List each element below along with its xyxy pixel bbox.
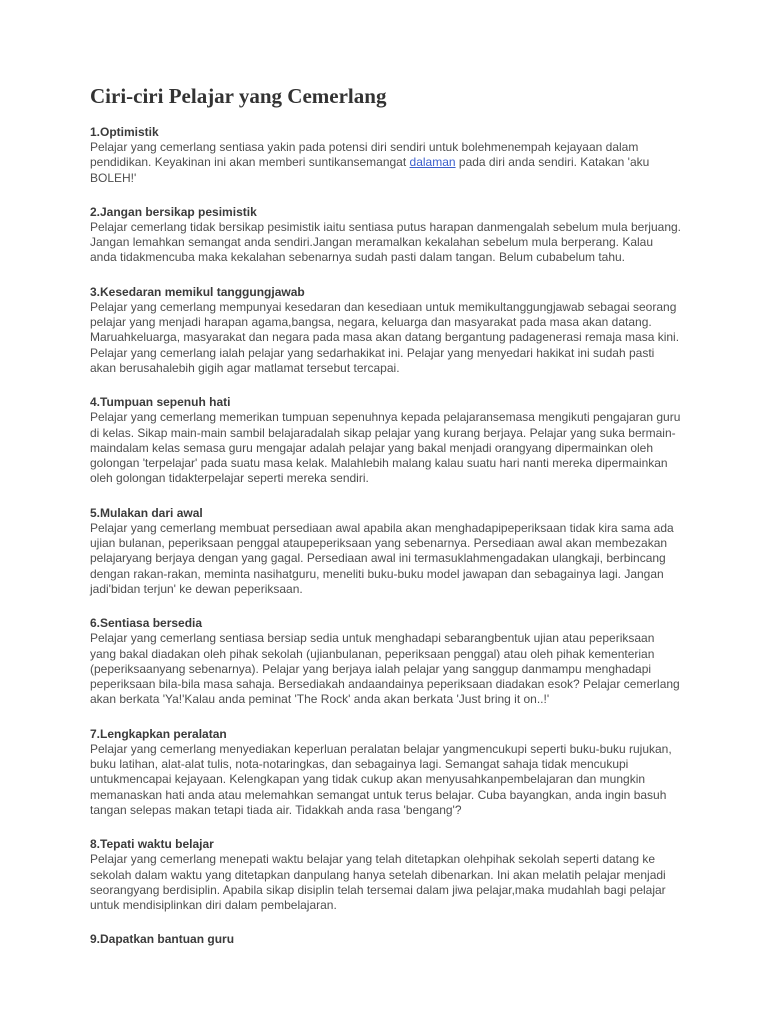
section-heading: 9.Dapatkan bantuan guru [90,932,235,947]
section-body: Pelajar yang cemerlang membuat persediaan awal apabila akan menghadapipeperiksaan tidak kira sama ada ujian bulanan, peperiksaan penggal ataupeperiksaan yang sebenarnya. Persediaan awal akan membezakan pelajaryang berjaya dengan yang gagal. Persediaan awal ini termasuklahmengadakan ulangkaji, berbincang dengan rakan-rakan, meminta nasihatguru, meneliti buku-buku model jawapan dan sebagainya lagi. Jangan jadi'bidan terjun' ke dewan peperiksaan. [90,520,674,596]
section-heading: 6.Sentiasa bersedia [90,616,203,631]
body-text-before-link: Pelajar yang cemerlang sentiasa yakin pada potensi diri sendiri untuk bolehmenempah kejayaan dalam pendidikan. Keyakinan ini akan memberi suntikansemangat [90,140,639,170]
section-heading: 4.Tumpuan sepenuh hati [90,395,231,410]
section-sentiasa-bersedia [90,616,680,707]
page-title: Ciri-ciri Pelajar yang Cemerlang [90,84,387,108]
section-lengkapkan-peralatan [90,727,680,818]
dalaman-link[interactable]: dalaman [409,155,456,170]
section-heading: 7.Lengkapkan peralatan [90,726,227,741]
section-body [90,140,682,186]
section-heading: 5.Mulakan dari awal [90,505,203,520]
body-text-after-link: pada diri anda sendiri. Katakan 'aku BOLEH!' [90,155,650,185]
section-body: Pelajar yang cemerlang sentiasa bersiap sedia untuk menghadapi sebarangbentuk ujian atau peperiksaan yang bakal diadakan oleh pihak sekolah (ujianbulanan, peperiksaan penggal) atau oleh pihak kementerian (peperiksaanyang sebenarnya). Pelajar yang berjaya ialah pelajar yang sanggup danmampu menghadapi peperiksaan bila-bila masa sahaja. Bersediakah andaandainya peperiksaan diadakan esok? Pelajar cemerlang akan berkata 'Ya!'Kalau anda peminat 'The Rock' anda akan berkata 'Just bring it on..!' [90,631,680,707]
section-body: Pelajar yang cemerlang menepati waktu belajar yang telah ditetapkan olehpihak sekolah seperti datang ke sekolah dalam waktu yang ditetapkan danpulang hanya setelah dibenarkan. Ini akan melatih pelajar menjadi seorangyang berdisiplin. Apabila sikap disiplin telah tersemai dalam jiwa pelajar,maka mudahlah bagi pelajar untuk mendisiplinkan diri dalam pembelajaran. [90,852,666,913]
section-heading: 2.Jangan bersikap pesimistik [90,204,257,219]
section-heading: 1.Optimistik [90,125,159,139]
section-body: Pelajar yang cemerlang menyediakan keperluan peralatan belajar yangmencukupi seperti buku-buku rujukan, buku latihan, alat-alat tulis, nota-notaringkas, dan sebagainya lagi. Semangat sahaja tidak mencukupi untukmencapai kejayaan. Kelengkapan yang tidak cukup akan menyusahkanpembelajaran dan mungkin memanaskan hati anda atau melemahkan semangat untuk terus belajar. Cuba bayangkan, anda ingin basuh tangan selepas makan tetapi tiada air. Tidakkah anda rasa 'bengang'? [90,741,672,817]
section-body: Pelajar cemerlang tidak bersikap pesimistik iaitu sentiasa putus harapan danmengalah sebelum mula berjuang. Jangan lemahkan semangat anda sendiri.Jangan meramalkan kekalahan sebelum mula berperang. Kalau anda tidakmencuba maka kekalahan sebenarnya sudah pasti dalam tangan. Belum cubabelum tahu. [90,219,682,265]
section-tepati-waktu-belajar [90,837,680,913]
section-body: Pelajar yang cemerlang mempunyai kesedaran dan kesediaan untuk memikultanggungjawab sebagai seorang pelajar yang menjadi harapan agama,bangsa, negara, keluarga dan masyarakat pada masa akan datang. Maruahkeluarga, masyarakat dan negara pada masa akan datang bergantung padagenerasi remaja masa kini. Pelajar yang cemerlang ialah pelajar yang sedarhakikat ini. Pelajar yang menyedari hakikat ini sudah pasti akan berusahalebih gigih agar matlamat tersebut tercapai. [90,299,680,375]
section-optimistik [90,125,680,186]
section-heading: 3.Kesedaran memikul tanggungjawab [90,284,305,299]
section-jangan-bersikap-pesimistik [90,205,680,266]
section-kesedaran-memikul-tanggungjawab [90,285,680,376]
section-tumpuan-sepenuh-hati [90,395,680,486]
section-body: Pelajar yang cemerlang memerikan tumpuan sepenuhnya kepada pelajaransemasa mengikuti pengajaran guru di kelas. Sikap main-main sambil belajaradalah sikap pelajar yang kurang berjaya. Pelajar yang suka bermain-maindalam kelas semasa guru mengajar adalah pelajar yang bakal menjadi orangyang dipermainkan oleh golongan 'terpelajar' pada suatu masa kelak. Malahlebih malang kalau suatu hari nanti mereka dipermainkan oleh golongan tidakterpelajar seperti mereka sendiri. [90,410,681,486]
section-mulakan-dari-awal [90,506,680,597]
section-dapatkan-bantuan-guru [90,932,680,947]
section-heading: 8.Tepati waktu belajar [90,837,214,852]
